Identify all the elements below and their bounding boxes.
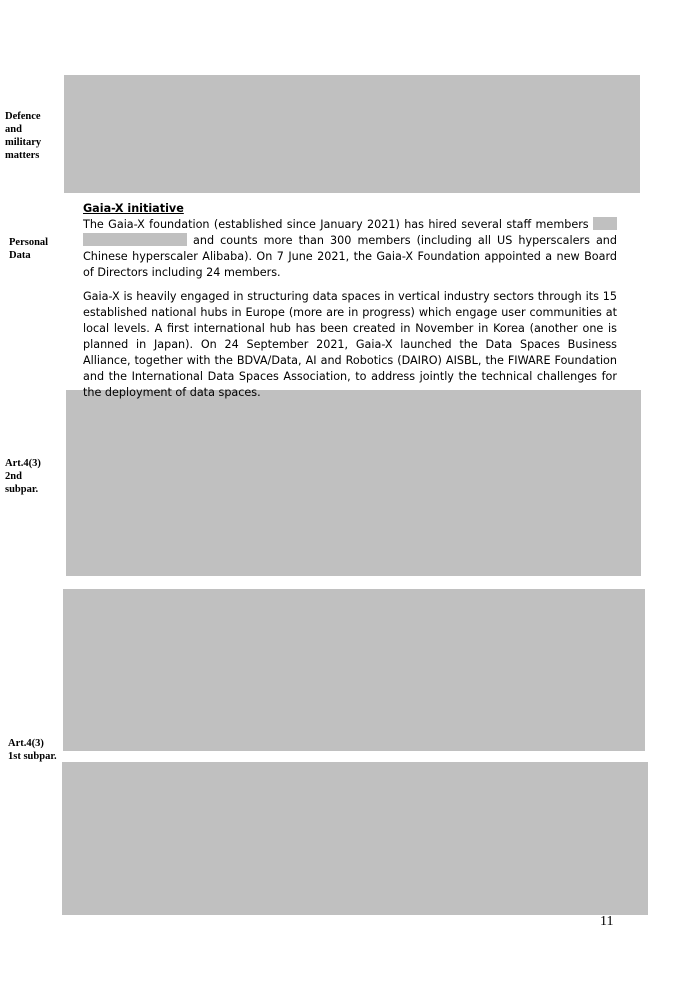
page-number: 11 (600, 914, 614, 929)
section-heading: Gaia-X initiative (83, 202, 184, 215)
redacted-block-art43-2nd (66, 390, 641, 576)
inline-redaction (83, 233, 187, 246)
margin-label-art43-1st: Art.4(3) 1st subpar. (8, 738, 57, 762)
redacted-block-art43-1st-b (62, 762, 648, 915)
paragraph-1 (83, 217, 617, 281)
margin-label-art43-2nd: Art.4(3) 2nd subpar. (5, 458, 41, 495)
redacted-block-art43-1st-a (63, 589, 645, 751)
gaia-x-section (83, 201, 617, 401)
margin-label-personal-data: Personal Data (9, 237, 49, 261)
paragraph-1-part-b: and counts more than 300 members (including all US hyperscalers and Chinese hyperscaler Alibaba). On 7 June 2021, the Gaia-X Foundation appointed a new Board of Directors including 24 members. (83, 234, 617, 279)
paragraph-1-part-a: The Gaia-X foundation (established since January 2021) has hired several staff members (83, 218, 589, 231)
inline-redaction (593, 217, 617, 230)
margin-label-defence: Defence and military matters (5, 111, 42, 161)
redacted-block-defence (64, 75, 640, 193)
paragraph-2: Gaia-X is heavily engaged in structuring data spaces in vertical industry sectors through its 15 established national hubs in Europe (more are in progress) which engage user communities at local levels. A first international hub has been created in November in Korea (another one is planned in Japan). On 24 September 2021, Gaia-X launched the Data Spaces Business Alliance, together with the BDVA/Data, AI and Robotics (DAIRO) AISBL, the FIWARE Foundation and the International Data Spaces Association, to address jointly the technical challenges for the deployment of data spaces. (83, 290, 617, 399)
